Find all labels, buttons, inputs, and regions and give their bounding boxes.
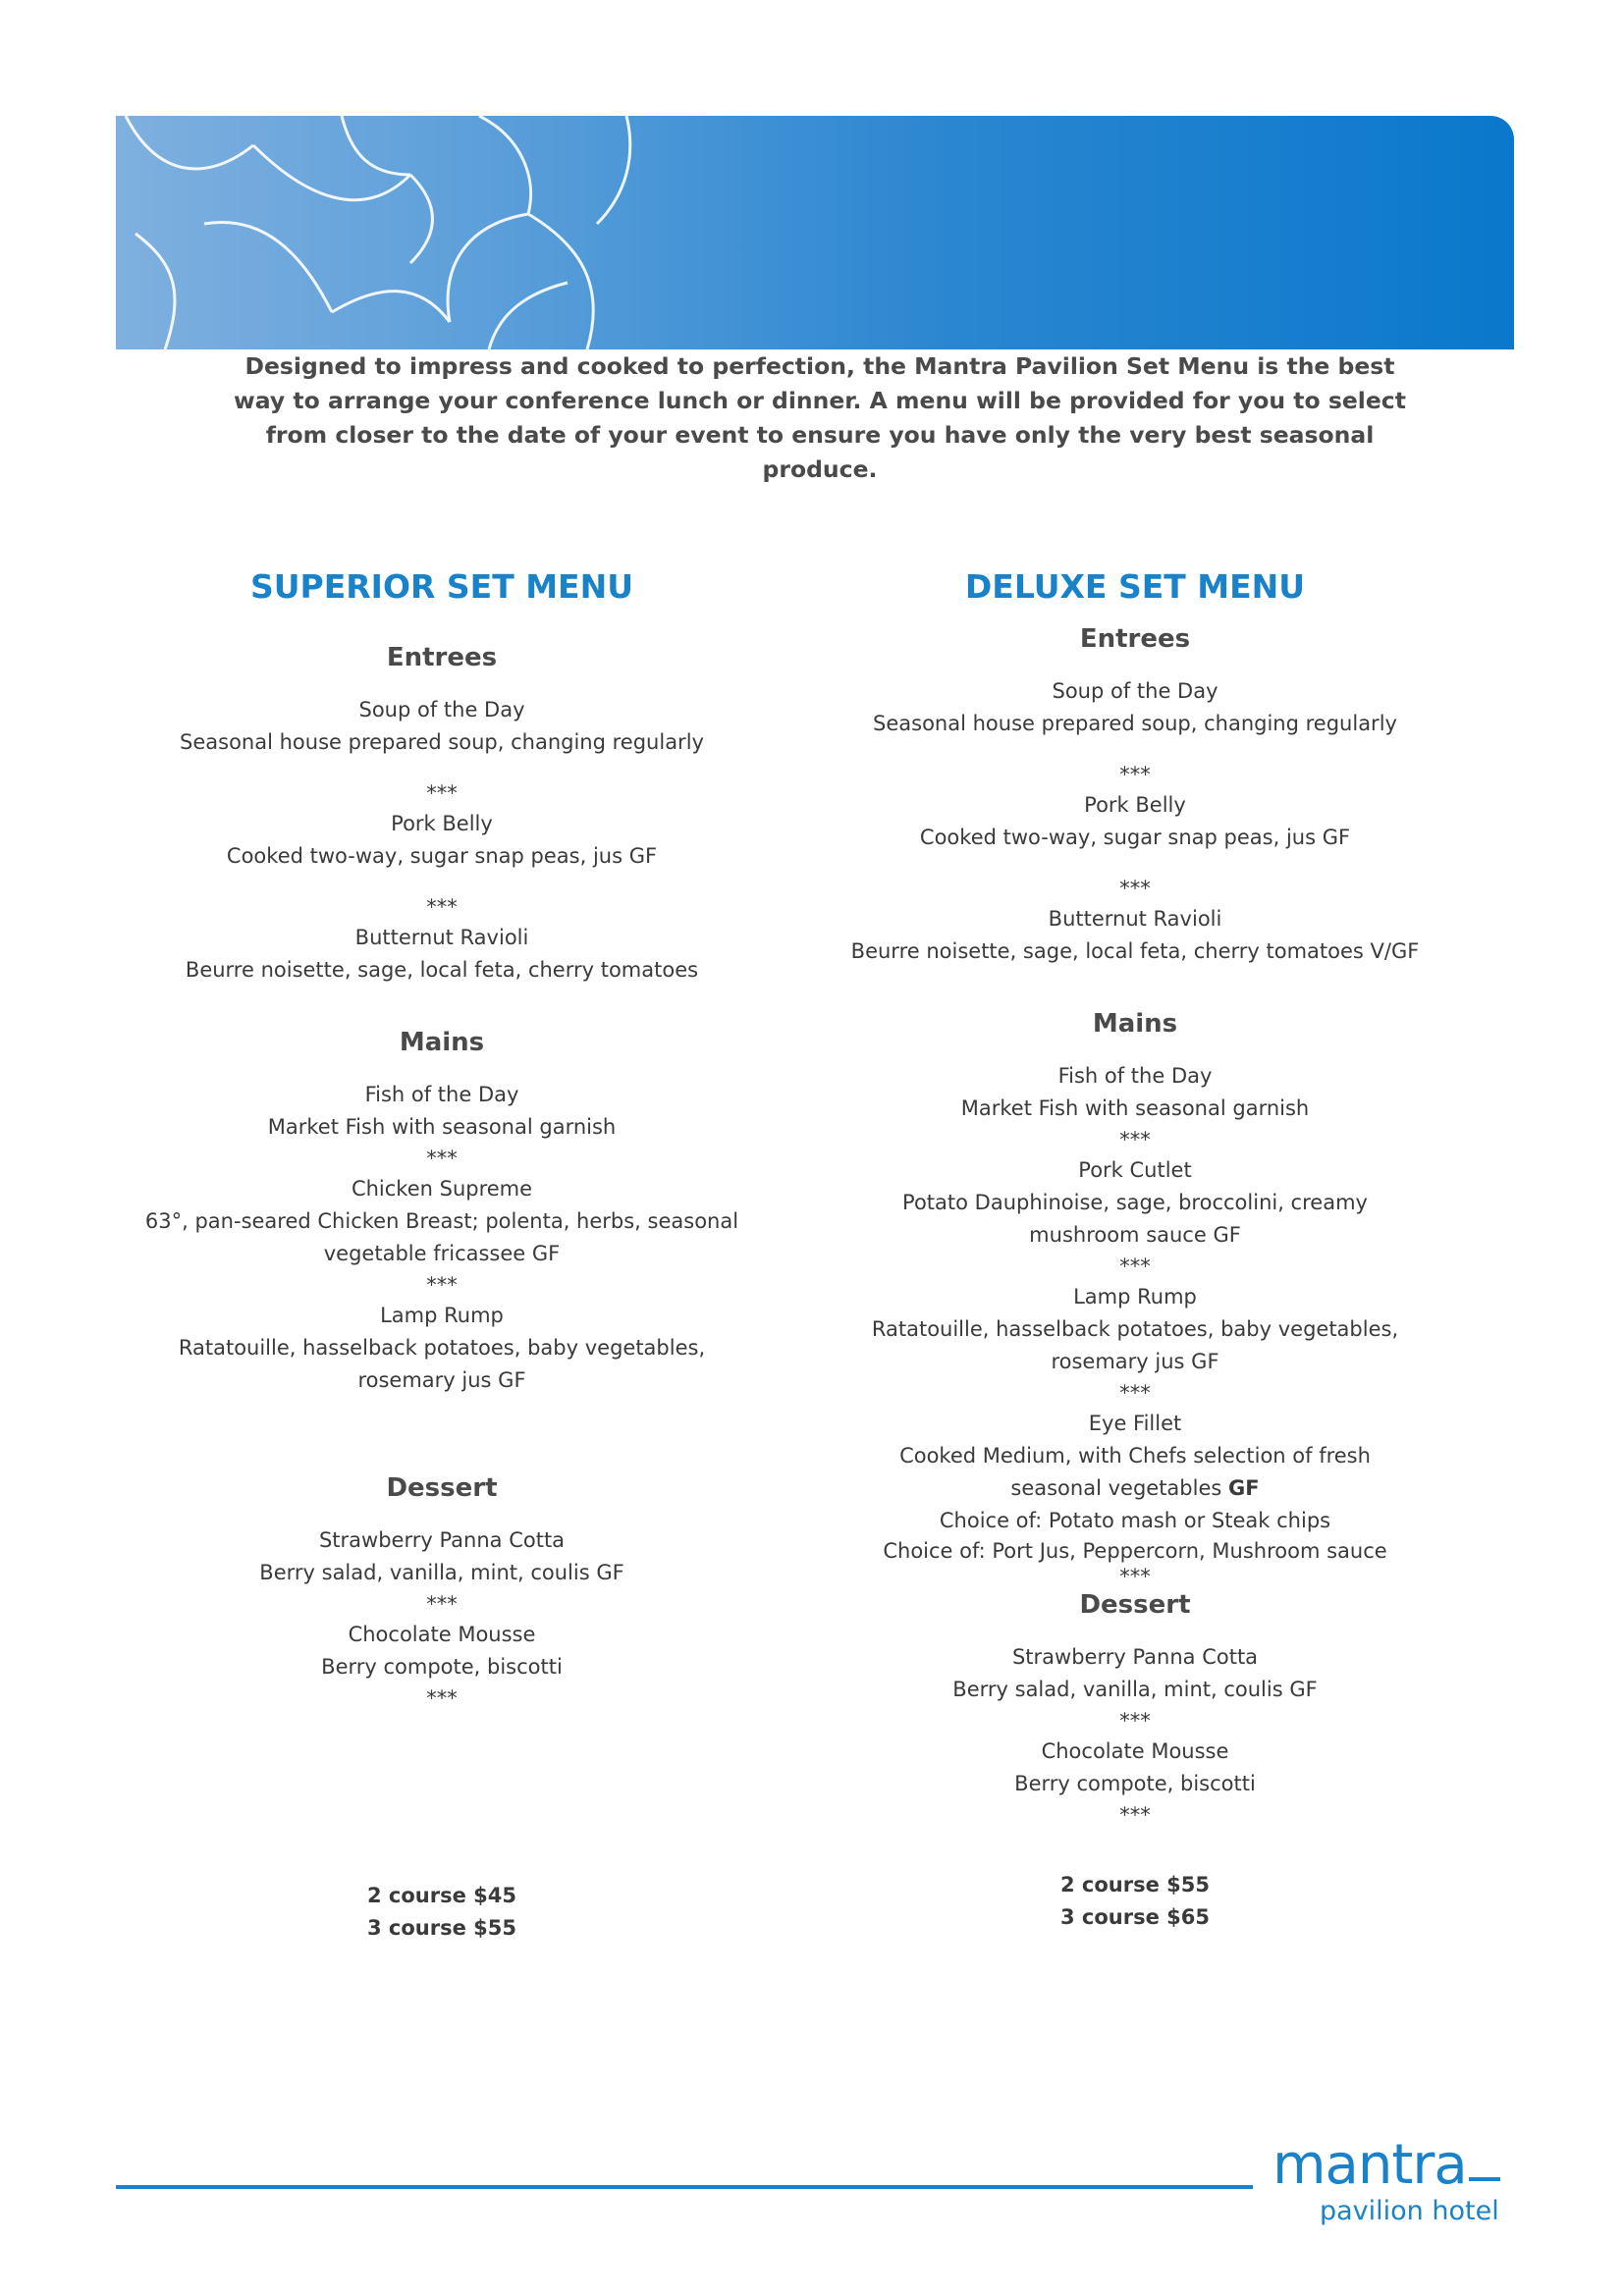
superior-dessert-heading: Dessert xyxy=(386,1473,498,1503)
separator: *** xyxy=(1119,1803,1151,1827)
menu-item-desc: Cooked two-way, sugar snap peas, jus GF xyxy=(226,844,658,868)
header-banner xyxy=(116,116,1514,349)
deluxe-menu xyxy=(821,567,1449,1934)
superior-mains-heading: Mains xyxy=(399,1028,485,1057)
logo-dash xyxy=(1469,2177,1500,2181)
deluxe-title: DELUXE SET MENU xyxy=(964,567,1306,606)
separator: *** xyxy=(426,1686,458,1710)
menu-item-desc: Potato Dauphinoise, sage, broccolini, creamy xyxy=(902,1191,1368,1214)
separator: *** xyxy=(1119,1709,1151,1733)
menu-item-name: Fish of the Day xyxy=(1057,1064,1213,1088)
menu-item-desc: vegetable fricassee GF xyxy=(323,1242,561,1265)
menu-item-name: Strawberry Panna Cotta xyxy=(1011,1645,1259,1669)
mantra-logo xyxy=(1272,2133,1518,2244)
separator: *** xyxy=(426,1147,458,1170)
menu-item-desc: Berry salad, vanilla, mint, coulis GF xyxy=(259,1561,624,1584)
price-3-course: 3 course $55 xyxy=(367,1916,516,1940)
separator: *** xyxy=(1119,1565,1151,1588)
menu-item-desc: mushroom sauce GF xyxy=(1029,1223,1241,1247)
price-2-course: 2 course $55 xyxy=(1060,1873,1210,1896)
menu-item-desc: Seasonal house prepared soup, changing regularly xyxy=(873,712,1397,735)
separator: *** xyxy=(1119,1255,1151,1278)
dietary-tag: GF xyxy=(1228,1476,1260,1500)
separator: *** xyxy=(1119,1128,1151,1151)
menu-item-desc: Ratatouille, hasselback potatoes, baby vegetables, xyxy=(178,1336,706,1360)
menu-item-desc: Berry salad, vanilla, mint, coulis GF xyxy=(952,1678,1318,1701)
menu-item-desc: Beurre noisette, sage, local feta, cherry tomatoes xyxy=(185,958,699,982)
decorative-pattern xyxy=(116,116,1514,349)
menu-item-name: Pork Belly xyxy=(1084,793,1186,817)
menu-item-desc: Beurre noisette, sage, local feta, cherry tomatoes V/GF xyxy=(850,939,1420,963)
menu-item-name: Fish of the Day xyxy=(364,1083,519,1106)
menu-item-name: Soup of the Day xyxy=(358,698,525,721)
menu-item-name: Strawberry Panna Cotta xyxy=(318,1528,566,1552)
menu-item-choice: Choice of: Potato mash or Steak chips xyxy=(939,1509,1331,1532)
deluxe-entrees-heading: Entrees xyxy=(1079,624,1191,654)
menu-item-choice: Choice of: Port Jus, Peppercorn, Mushroom sauce xyxy=(883,1539,1387,1563)
menu-item-desc: Cooked Medium, with Chefs selection of fresh xyxy=(899,1444,1371,1468)
menu-item-desc xyxy=(821,1472,1449,1505)
logo-word: mantra xyxy=(1272,2133,1467,2197)
footer-divider xyxy=(116,2185,1253,2189)
menu-item-desc: Cooked two-way, sugar snap peas, jus GF xyxy=(919,826,1351,849)
menu-item-desc: Berry compote, biscotti xyxy=(1014,1772,1256,1795)
menu-item-name: Chocolate Mousse xyxy=(1041,1739,1229,1763)
deluxe-mains-heading: Mains xyxy=(1092,1009,1178,1039)
superior-title: SUPERIOR SET MENU xyxy=(249,567,634,606)
separator: *** xyxy=(426,1273,458,1297)
logo-subtitle: pavilion hotel xyxy=(1320,2196,1499,2226)
menu-item-name: Chocolate Mousse xyxy=(348,1623,536,1646)
menu-item-name: Butternut Ravioli xyxy=(1048,907,1222,931)
menu-item-desc: Market Fish with seasonal garnish xyxy=(267,1115,617,1139)
menu-item-desc: Ratatouille, hasselback potatoes, baby vegetables, xyxy=(871,1317,1399,1341)
separator: *** xyxy=(1119,763,1151,786)
menu-item-desc: rosemary jus GF xyxy=(1051,1350,1219,1373)
menu-item-desc: 63°, pan-seared Chicken Breast; polenta, herbs, seasonal xyxy=(144,1209,739,1233)
intro-text: Designed to impress and cooked to perfection, the Mantra Pavilion Set Menu is the best way to arrange your conference lunch or dinner. A menu will be provided for you to select from closer to the date of your event to ensure you have only the very best seasonal produce. xyxy=(234,352,1406,483)
menu-item-name: Butternut Ravioli xyxy=(354,926,529,949)
menu-item-name: Lamp Rump xyxy=(1073,1285,1197,1308)
separator: *** xyxy=(426,895,458,919)
menu-item-name: Chicken Supreme xyxy=(351,1177,533,1201)
superior-entrees-heading: Entrees xyxy=(386,643,498,672)
separator: *** xyxy=(426,1592,458,1616)
deluxe-dessert-heading: Dessert xyxy=(1079,1590,1191,1620)
menu-item-name: Pork Belly xyxy=(391,812,493,835)
price-2-course: 2 course $45 xyxy=(367,1884,516,1907)
menu-item-name: Pork Cutlet xyxy=(1078,1158,1192,1182)
menu-item-desc: rosemary jus GF xyxy=(357,1368,526,1392)
separator: *** xyxy=(426,781,458,805)
menu-item-name: Lamp Rump xyxy=(380,1304,504,1327)
menu-item-desc: Market Fish with seasonal garnish xyxy=(960,1096,1310,1120)
menu-item-desc-text: seasonal vegetables xyxy=(1010,1476,1222,1500)
superior-menu xyxy=(128,567,756,1945)
menu-item-name: Eye Fillet xyxy=(1088,1412,1182,1435)
separator: *** xyxy=(1119,877,1151,900)
menu-item-name: Soup of the Day xyxy=(1052,679,1218,703)
menu-item-desc: Seasonal house prepared soup, changing regularly xyxy=(180,730,704,754)
separator: *** xyxy=(1119,1381,1151,1405)
price-3-course: 3 course $65 xyxy=(1060,1905,1210,1929)
menu-item-desc: Berry compote, biscotti xyxy=(321,1655,563,1679)
